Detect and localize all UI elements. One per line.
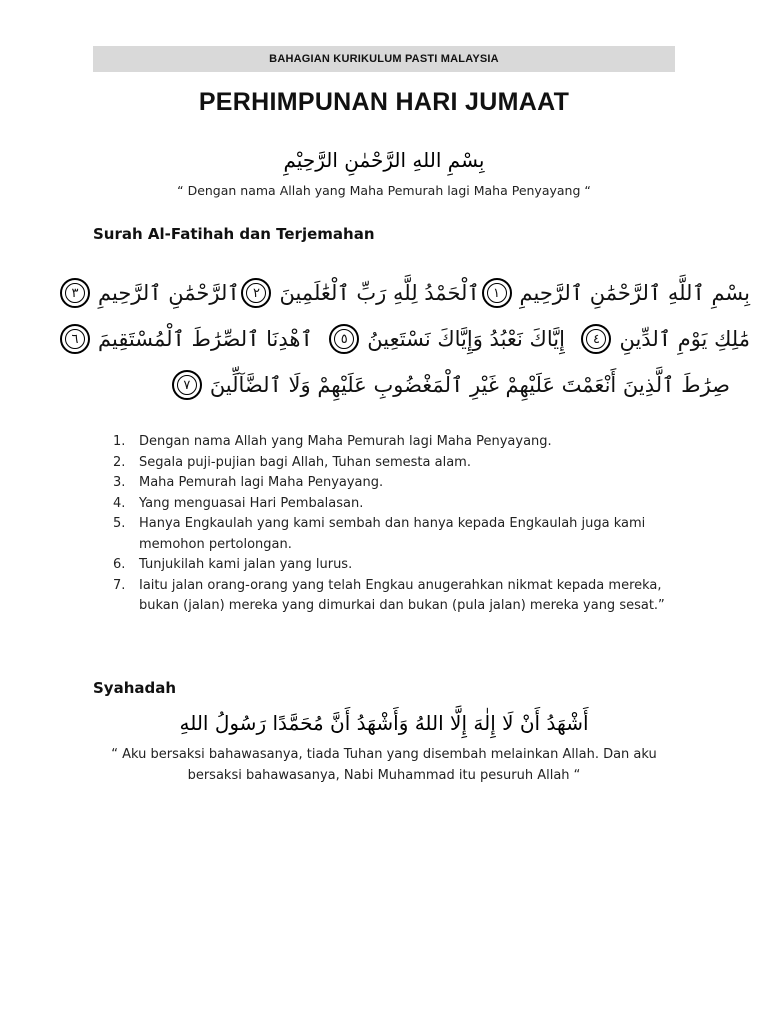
fatihah-heading: Surah Al-Fatihah dan Terjemahan (93, 225, 375, 243)
fatihah-translation-list (113, 432, 683, 617)
ayah-line (60, 316, 750, 362)
list-item (113, 432, 683, 453)
list-number: 3. (113, 475, 126, 490)
ayah-number-marker: ٣ (60, 278, 90, 308)
list-text: Maha Pemurah lagi Maha Penyayang. (139, 475, 384, 490)
ayah-number-marker: ٢ (241, 278, 271, 308)
list-number: 1. (113, 434, 126, 449)
ayah-text: إِيَّاكَ نَعْبُدُ وَإِيَّاكَ نَسْتَعِينُ (367, 327, 565, 351)
list-item (113, 514, 683, 555)
ayah-line (60, 270, 750, 316)
list-number: 5. (113, 516, 126, 531)
list-item (113, 473, 683, 494)
list-text: Tunjukilah kami jalan yang lurus. (139, 557, 353, 572)
header-bar (93, 46, 675, 72)
ayah-7 (172, 370, 730, 400)
ayah-1 (482, 278, 750, 308)
list-item (113, 576, 683, 617)
ayah-text: ٱلرَّحْمَٰنِ ٱلرَّحِيمِ (98, 281, 240, 305)
ayah-number-marker: ٤ (581, 324, 611, 354)
list-text: Iaitu jalan orang-orang yang telah Engkau anugerahkan nikmat kepada mereka, bukan (jalan) mereka yang dimurkai dan bukan (pula jalan) mereka yang sesat.” (139, 577, 665, 613)
list-number: 2. (113, 454, 126, 470)
list-number: 6. (113, 557, 126, 572)
organization-label: BAHAGIAN KURIKULUM PASTI MALAYSIA (269, 53, 499, 65)
ayah-number-marker: ٥ (329, 324, 359, 354)
ayah-number-marker: ٧ (172, 370, 202, 400)
ayah-text: بِسْمِ ٱللَّهِ ٱلرَّحْمَٰنِ ٱلرَّحِيمِ (519, 281, 750, 305)
list-text: Segala puji-pujian bagi Allah, Tuhan semesta alam. (139, 454, 471, 470)
list-text: Dengan nama Allah yang Maha Pemurah lagi Maha Penyayang. (139, 434, 552, 449)
list-number: 7. (113, 577, 126, 593)
ayah-3 (60, 278, 240, 308)
list-item (113, 555, 683, 576)
list-number: 4. (113, 495, 126, 511)
fatihah-arabic-block (60, 270, 750, 410)
syahadah-translation: “ Aku bersaksi bahawasanya, tiada Tuhan yang disembah melainkan Allah. Dan aku bersaksi bahawasanya, Nabi Muhammad itu pesuruh Allah “ (111, 747, 657, 783)
list-text: Yang menguasai Hari Pembalasan. (139, 495, 364, 511)
ayah-line (60, 362, 750, 408)
list-item (113, 494, 683, 515)
basmalah-translation: “ Dengan nama Allah yang Maha Pemurah lagi Maha Penyayang “ (177, 183, 591, 198)
syahadah-arabic: أَشْهَدُ أَنْ لَا إِلٰهَ إِلَّا اللهُ وَأَشْهَدُ أَنَّ مُحَمَّدًا رَسُولُ اللهِ (179, 711, 589, 735)
list-text: Hanya Engkaulah yang kami sembah dan hanya kepada Engkaulah juga kami memohon pertolongan. (139, 516, 646, 552)
list-item (113, 453, 683, 474)
ayah-text: ٱلْحَمْدُ لِلَّهِ رَبِّ ٱلْعَٰلَمِينَ (279, 281, 480, 305)
ayah-5 (329, 324, 565, 354)
ayah-2 (241, 278, 479, 308)
page-title: PERHIMPUNAN HARI JUMAAT (198, 88, 570, 116)
ayah-number-marker: ٦ (60, 324, 90, 354)
ayah-6 (60, 324, 313, 354)
syahadah-heading: Syahadah (93, 679, 177, 697)
ayah-text: ٱهْدِنَا ٱلصِّرَٰطَ ٱلْمُسْتَقِيمَ (98, 327, 313, 351)
ayah-text: مَٰلِكِ يَوْمِ ٱلدِّينِ (619, 327, 750, 351)
ayah-4 (581, 324, 750, 354)
basmalah-arabic: بِسْمِ اللهِ الرَّحْمٰنِ الرَّحِيْمِ (283, 148, 485, 172)
ayah-number-marker: ١ (482, 278, 512, 308)
ayah-text: صِرَٰطَ ٱلَّذِينَ أَنْعَمْتَ عَلَيْهِمْ غَيْرِ ٱلْمَغْضُوبِ عَلَيْهِمْ وَلَا ٱلضَّآلِّينَ (209, 373, 730, 397)
